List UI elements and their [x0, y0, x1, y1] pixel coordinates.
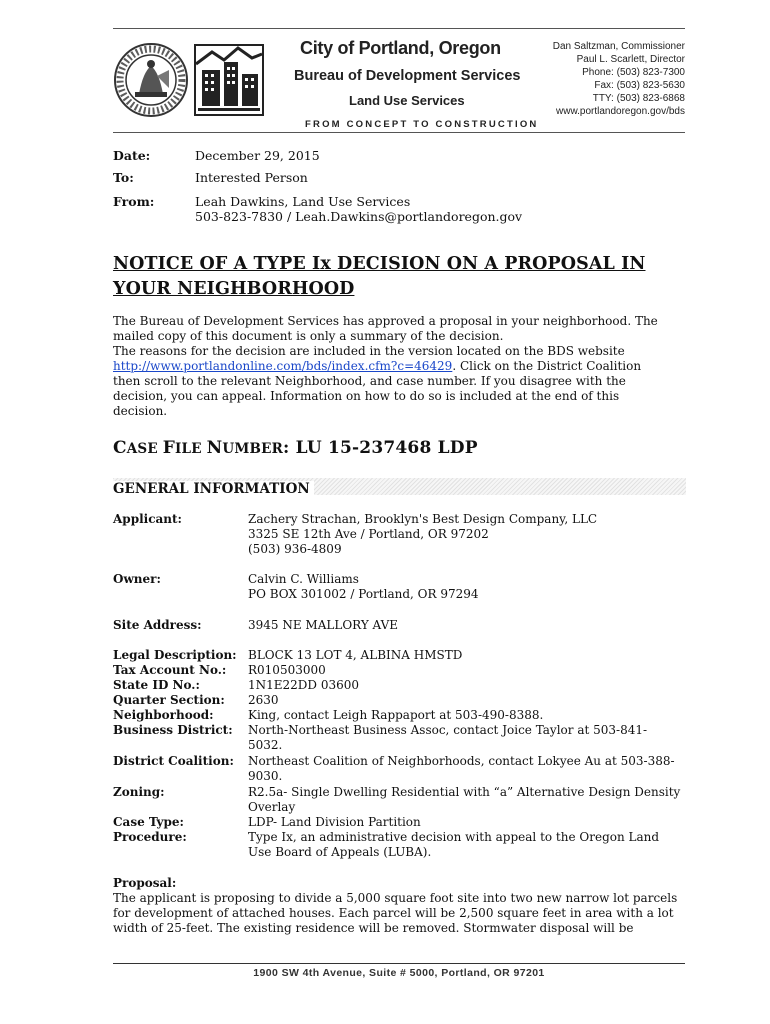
business-district-line: 5032.: [248, 738, 283, 752]
state-id-label: State ID No.:: [113, 678, 200, 692]
header-contact-block: [505, 40, 685, 118]
zoning-line: Overlay: [248, 800, 296, 814]
header-division-title: Land Use Services: [349, 93, 465, 108]
intro-paragraph: [113, 314, 688, 419]
business-district-label: Business District:: [113, 723, 233, 737]
memo-block: [113, 148, 685, 226]
contact-website: www.portlandoregon.gov/bds: [556, 106, 685, 117]
case-file-letter: N: [206, 438, 223, 458]
intro-line: [113, 359, 688, 374]
district-coalition-label: District Coalition:: [113, 754, 234, 768]
owner-name: Calvin C. Williams: [248, 572, 359, 586]
header-city-title: City of Portland, Oregon: [300, 38, 501, 58]
contact-tty: TTY: (503) 823-6868: [592, 93, 685, 104]
applicant-phone: (503) 936-4809: [248, 542, 342, 556]
contact-director: Paul L. Scarlett, Director: [576, 54, 685, 65]
case-file-smallcaps: ASE: [126, 441, 163, 457]
zoning-line: R2.5a- Single Dwelling Residential with “a” Alternative Design Density: [248, 785, 681, 799]
applicant-name: Zachery Strachan, Brooklyn's Best Design Company, LLC: [248, 512, 598, 526]
from-name: Leah Dawkins, Land Use Services: [195, 194, 411, 209]
intro-line-rest: . Click on the District Coalition: [452, 359, 642, 373]
state-id-value: 1N1E22DD 03600: [248, 678, 360, 692]
quarter-section-label: Quarter Section:: [113, 693, 225, 707]
intro-line: decision.: [113, 404, 168, 418]
neighborhood-label: Neighborhood:: [113, 708, 214, 722]
site-address-value: 3945 NE MALLORY AVE: [248, 618, 399, 632]
proposal-section: [113, 876, 688, 936]
case-file-id: : LU 15-237468 LDP: [283, 438, 478, 458]
contact-phone: Phone: (503) 823-7300: [582, 67, 685, 78]
business-district-line: North-Northeast Business Assoc, contact Joice Taylor at 503-841-: [248, 723, 648, 737]
footer-rule: [113, 963, 685, 964]
case-file-number: [113, 438, 478, 458]
applicant-address: 3325 SE 12th Ave / Portland, OR 97202: [248, 527, 489, 541]
procedure-value: [248, 830, 688, 860]
general-info-heading: GENERAL INFORMATION: [113, 481, 314, 497]
proposal-label: Proposal:: [113, 876, 177, 890]
intro-line: mailed copy of this document is only a summary of the decision.: [113, 329, 504, 343]
header-bureau-title: Bureau of Development Services: [294, 68, 521, 84]
legal-description-label: Legal Description:: [113, 648, 237, 662]
to-value: Interested Person: [195, 170, 308, 185]
proposal-line: for development of attached houses. Each parcel will be 2,500 square feet in area with a lot: [113, 906, 674, 920]
district-coalition-value: [248, 754, 688, 784]
notice-title: [113, 252, 713, 302]
case-type-label: Case Type:: [113, 815, 184, 829]
intro-line: The Bureau of Development Services has approved a proposal in your neighborhood. The: [113, 314, 658, 328]
notice-title-line2: YOUR NEIGHBORHOOD: [113, 279, 355, 299]
owner-label: Owner:: [113, 572, 161, 586]
district-coalition-line: 9030.: [248, 769, 283, 783]
proposal-line: The applicant is proposing to divide a 5,000 square foot site into two new narrow lot parcels: [113, 891, 678, 905]
header-tagline: FROM CONCEPT TO CONSTRUCTION: [305, 119, 539, 130]
intro-line: then scroll to the relevant Neighborhood, and case number. If you disagree with the: [113, 374, 626, 388]
business-district-value: [248, 723, 688, 753]
notice-title-line1: NOTICE OF A TYPE Ix DECISION ON A PROPOSAL IN: [113, 254, 646, 274]
owner-value: [248, 572, 688, 602]
tax-account-label: Tax Account No.:: [113, 663, 227, 677]
tax-account-value: R010503000: [248, 663, 326, 677]
neighborhood-value: King, contact Leigh Rappaport at 503-490-8388.: [248, 708, 544, 722]
owner-address: PO BOX 301002 / Portland, OR 97294: [248, 587, 479, 601]
procedure-line: Use Board of Appeals (LUBA).: [248, 845, 432, 859]
zoning-value: [248, 785, 688, 815]
intro-line: The reasons for the decision are included in the version located on the BDS website: [113, 344, 625, 358]
quarter-section-value: 2630: [248, 693, 279, 707]
procedure-line: Type Ix, an administrative decision with appeal to the Oregon Land: [248, 830, 660, 844]
procedure-label: Procedure:: [113, 830, 187, 844]
case-file-smallcaps: ILE: [175, 441, 207, 457]
intro-line: decision, you can appeal. Information on how to do so is included at the end of this: [113, 389, 620, 403]
from-label: From:: [113, 194, 155, 209]
header-top-rule: [113, 28, 685, 29]
bds-building-logo: [194, 44, 264, 116]
applicant-value: [248, 512, 688, 557]
legal-description-value: BLOCK 13 LOT 4, ALBINA HMSTD: [248, 648, 463, 662]
city-seal-logo: [113, 42, 189, 118]
contact-fax: Fax: (503) 823-5630: [594, 80, 685, 91]
date-value: December 29, 2015: [195, 148, 320, 163]
zoning-label: Zoning:: [113, 785, 165, 799]
case-file-letter: F: [162, 438, 176, 458]
applicant-label: Applicant:: [113, 512, 182, 526]
general-info-heading-bar: [113, 478, 686, 495]
contact-commissioner: Dan Saltzman, Commissioner: [552, 41, 685, 52]
bds-website-link[interactable]: http://www.portlandonline.com/bds/index.cfm?c=46429: [113, 359, 453, 373]
date-label: Date:: [113, 148, 151, 163]
case-type-value: LDP- Land Division Partition: [248, 815, 421, 829]
case-file-letter: C: [113, 438, 127, 458]
to-label: To:: [113, 170, 134, 185]
from-contact: 503-823-7830 / Leah.Dawkins@portlandoregon.gov: [195, 209, 523, 224]
district-coalition-line: Northeast Coalition of Neighborhoods, contact Lokyee Au at 503-388-: [248, 754, 675, 768]
site-address-label: Site Address:: [113, 618, 202, 632]
case-file-smallcaps: UMBER: [222, 441, 284, 457]
proposal-line: width of 25-feet. The existing residence will be removed. Stormwater disposal will be: [113, 921, 634, 935]
header-bottom-rule: [113, 132, 685, 133]
footer-address: 1900 SW 4th Avenue, Suite # 5000, Portland, OR 97201: [253, 967, 545, 979]
